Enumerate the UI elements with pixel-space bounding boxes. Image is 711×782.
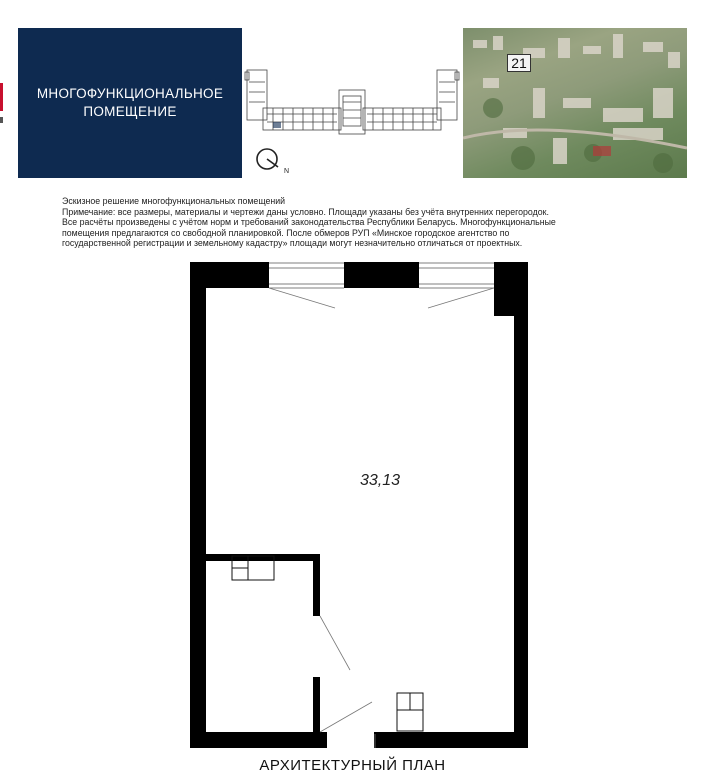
- wall-bottom-right: [374, 732, 528, 748]
- title-line-2: ПОМЕЩЕНИЕ: [83, 104, 177, 119]
- notes-line-1: Эскизное решение многофункциональных помещений: [62, 196, 286, 206]
- wall-inner-right-lower: [313, 677, 320, 732]
- notes-line-5: государственной регистрации и земельному кадастру» площади могут незначительно отличаться от проектных.: [62, 238, 523, 248]
- wall-inner-top: [206, 554, 320, 561]
- compass-label: N: [284, 168, 290, 175]
- brand-edge-mark-small: [0, 117, 3, 123]
- room-area: 33,13: [359, 472, 401, 489]
- title-line-1: МНОГОФУНКЦИОНАЛЬНОЕ: [36, 86, 224, 101]
- aerial-photo: [463, 28, 687, 178]
- notes-line-2: Примечание: все размеры, материалы и чертежи даны условно. Площади указаны без учёта внутренних перегородок.: [62, 206, 549, 217]
- north-compass-icon: [256, 146, 296, 176]
- building-number-label: 21: [507, 54, 531, 72]
- door-swings: [269, 288, 494, 748]
- wall-inner-right-upper: [313, 554, 320, 616]
- wall-left: [190, 262, 206, 748]
- title-box: [18, 28, 242, 178]
- notes-line-4: помещения предлагаются со свободной планировкой. После обмеров РУП «Минское городское агентство по: [62, 227, 510, 238]
- wall-top-left: [190, 262, 269, 288]
- notes-line-3: Все расчёты произведены с учётом норм и требований законодательства Республики Беларусь. Многофункциональные: [62, 217, 556, 227]
- wall-right: [514, 262, 528, 748]
- fixture-radiator: [397, 693, 423, 731]
- floor-plan: [185, 258, 530, 753]
- brand-edge-mark: [0, 83, 3, 111]
- plan-caption: АРХИТЕКТУРНЫЙ ПЛАН: [259, 757, 446, 774]
- building-key-plan: [243, 62, 461, 140]
- wall-bottom-left: [190, 732, 327, 748]
- notes-block: [62, 196, 662, 249]
- wall-top-mid: [344, 262, 419, 288]
